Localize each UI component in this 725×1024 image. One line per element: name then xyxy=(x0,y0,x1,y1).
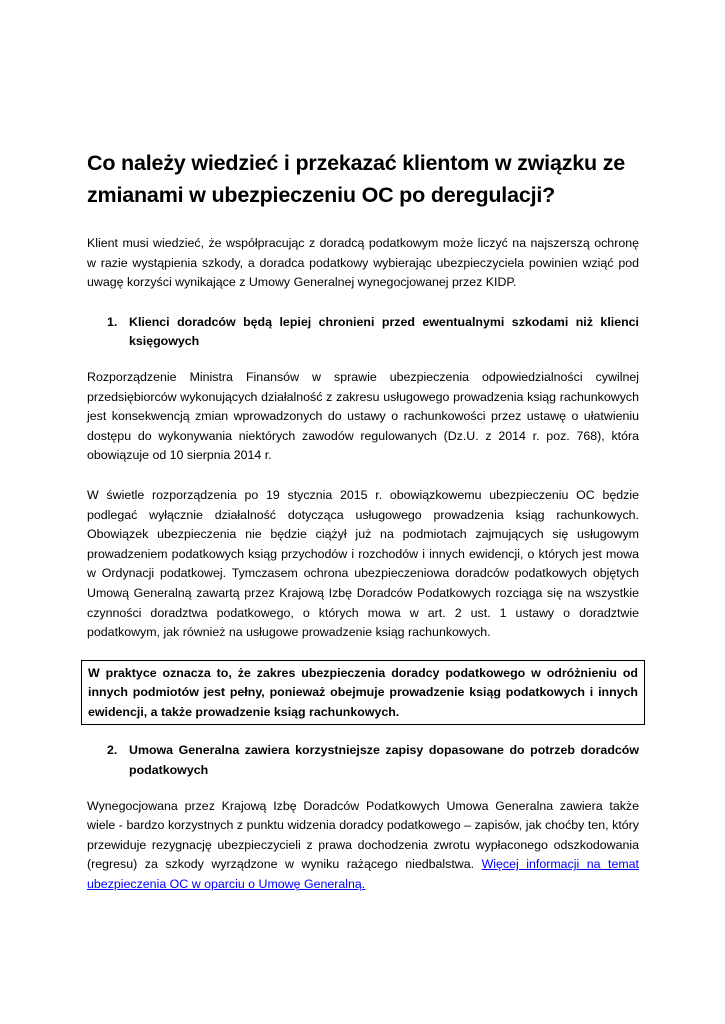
highlight-box xyxy=(81,660,645,726)
section-2-heading xyxy=(87,741,639,780)
document-title: Co należy wiedzieć i przekazać klientom w związku ze zmianami w ubezpieczeniu OC po deregulacji? xyxy=(87,151,626,207)
section-1-heading-text: Klienci doradców będą lepiej chronieni przed ewentualnymi szkodami niż klienci księgowych xyxy=(129,314,639,349)
more-info-link[interactable]: Więcej informacji na temat ubezpieczenia OC w oparciu o Umowę Generalną. xyxy=(87,857,639,892)
section-2-paragraph-text: Wynegocjowana przez Krajową Izbę Doradców Podatkowych Umowa Generalna zawiera także wiele - bardzo korzystnych z punktu widzenia doradcy podatkowego – zapisów, jak choćby ten, który przewiduje rezygnację ubezpieczycieli z prawa dochodzenia zwrotu wypłaconego odszkodowania (regresu) za szkody wyrządzone w wyniku rażącego niedbalstwa. xyxy=(87,798,639,872)
document-page xyxy=(87,147,639,915)
section-2-number: 2. xyxy=(107,743,118,758)
section-1-heading xyxy=(87,313,639,352)
section-2-paragraph-1 xyxy=(87,797,639,895)
section-1-paragraph-2: W świetle rozporządzenia po 19 stycznia 2015 r. obowiązkowemu ubezpieczeniu OC będzie podlegać wyłącznie działalność dotycząca usługowego prowadzenia ksiąg rachunkowych. Obowiązek ubezpieczenia nie będzie ciążył już na podmiotach zajmujących się usługowym prowadzeniem podatkowych ksiąg przychodów i rozchodów i innych ewidencji, o których jest mowa w Ordynacji podatkowej. Tymczasem ochrona ubezpieczeniowa doradców podatkowych objętych Umową Generalną zawartą przez Krajową Izbę Doradców Podatkowych rozciąga się na wszystkie czynności doradztwa podatkowego, o których mowa w art. 2 ust. 1 ustawy o doradztwie podatkowym, jak również na usługowe prowadzenie ksiąg rachunkowych. xyxy=(87,487,639,640)
intro-paragraph: Klient musi wiedzieć, że współpracując z doradcą podatkowym może liczyć na najszerszą ochronę w razie wystąpienia szkody, a doradca podatkowy wybierając ubezpieczyciela powinien wziąć pod uwagę korzyści wynikające z Umowy Generalnej wynegocjowanej przez KIDP. xyxy=(87,236,639,290)
section-2-heading-text: Umowa Generalna zawiera korzystniejsze zapisy dopasowane do potrzeb doradców podatkowych xyxy=(129,743,639,778)
highlight-text: W praktyce oznacza to, że zakres ubezpieczenia doradcy podatkowego w odróżnieniu od innych podmiotów jest pełny, ponieważ obejmuje prowadzenie ksiąg podatkowych i innych ewidencji, a także prowadzenie ksiąg rachunkowych. xyxy=(88,665,638,719)
section-1-paragraph-1: Rozporządzenie Ministra Finansów w sprawie ubezpieczenia odpowiedzialności cywilnej przedsiębiorców wykonujących działalność z zakresu usługowego prowadzenia ksiąg rachunkowych jest konsekwencją zmian wprowadzonych do ustawy o rachunkowości przez ustawę o ułatwieniu dostępu do wykonywania niektórych zawodów regulowanych (Dz.U. z 2014 r. poz. 768), która obowiązuje od 10 sierpnia 2014 r. xyxy=(87,369,639,463)
section-1-number: 1. xyxy=(107,314,118,329)
